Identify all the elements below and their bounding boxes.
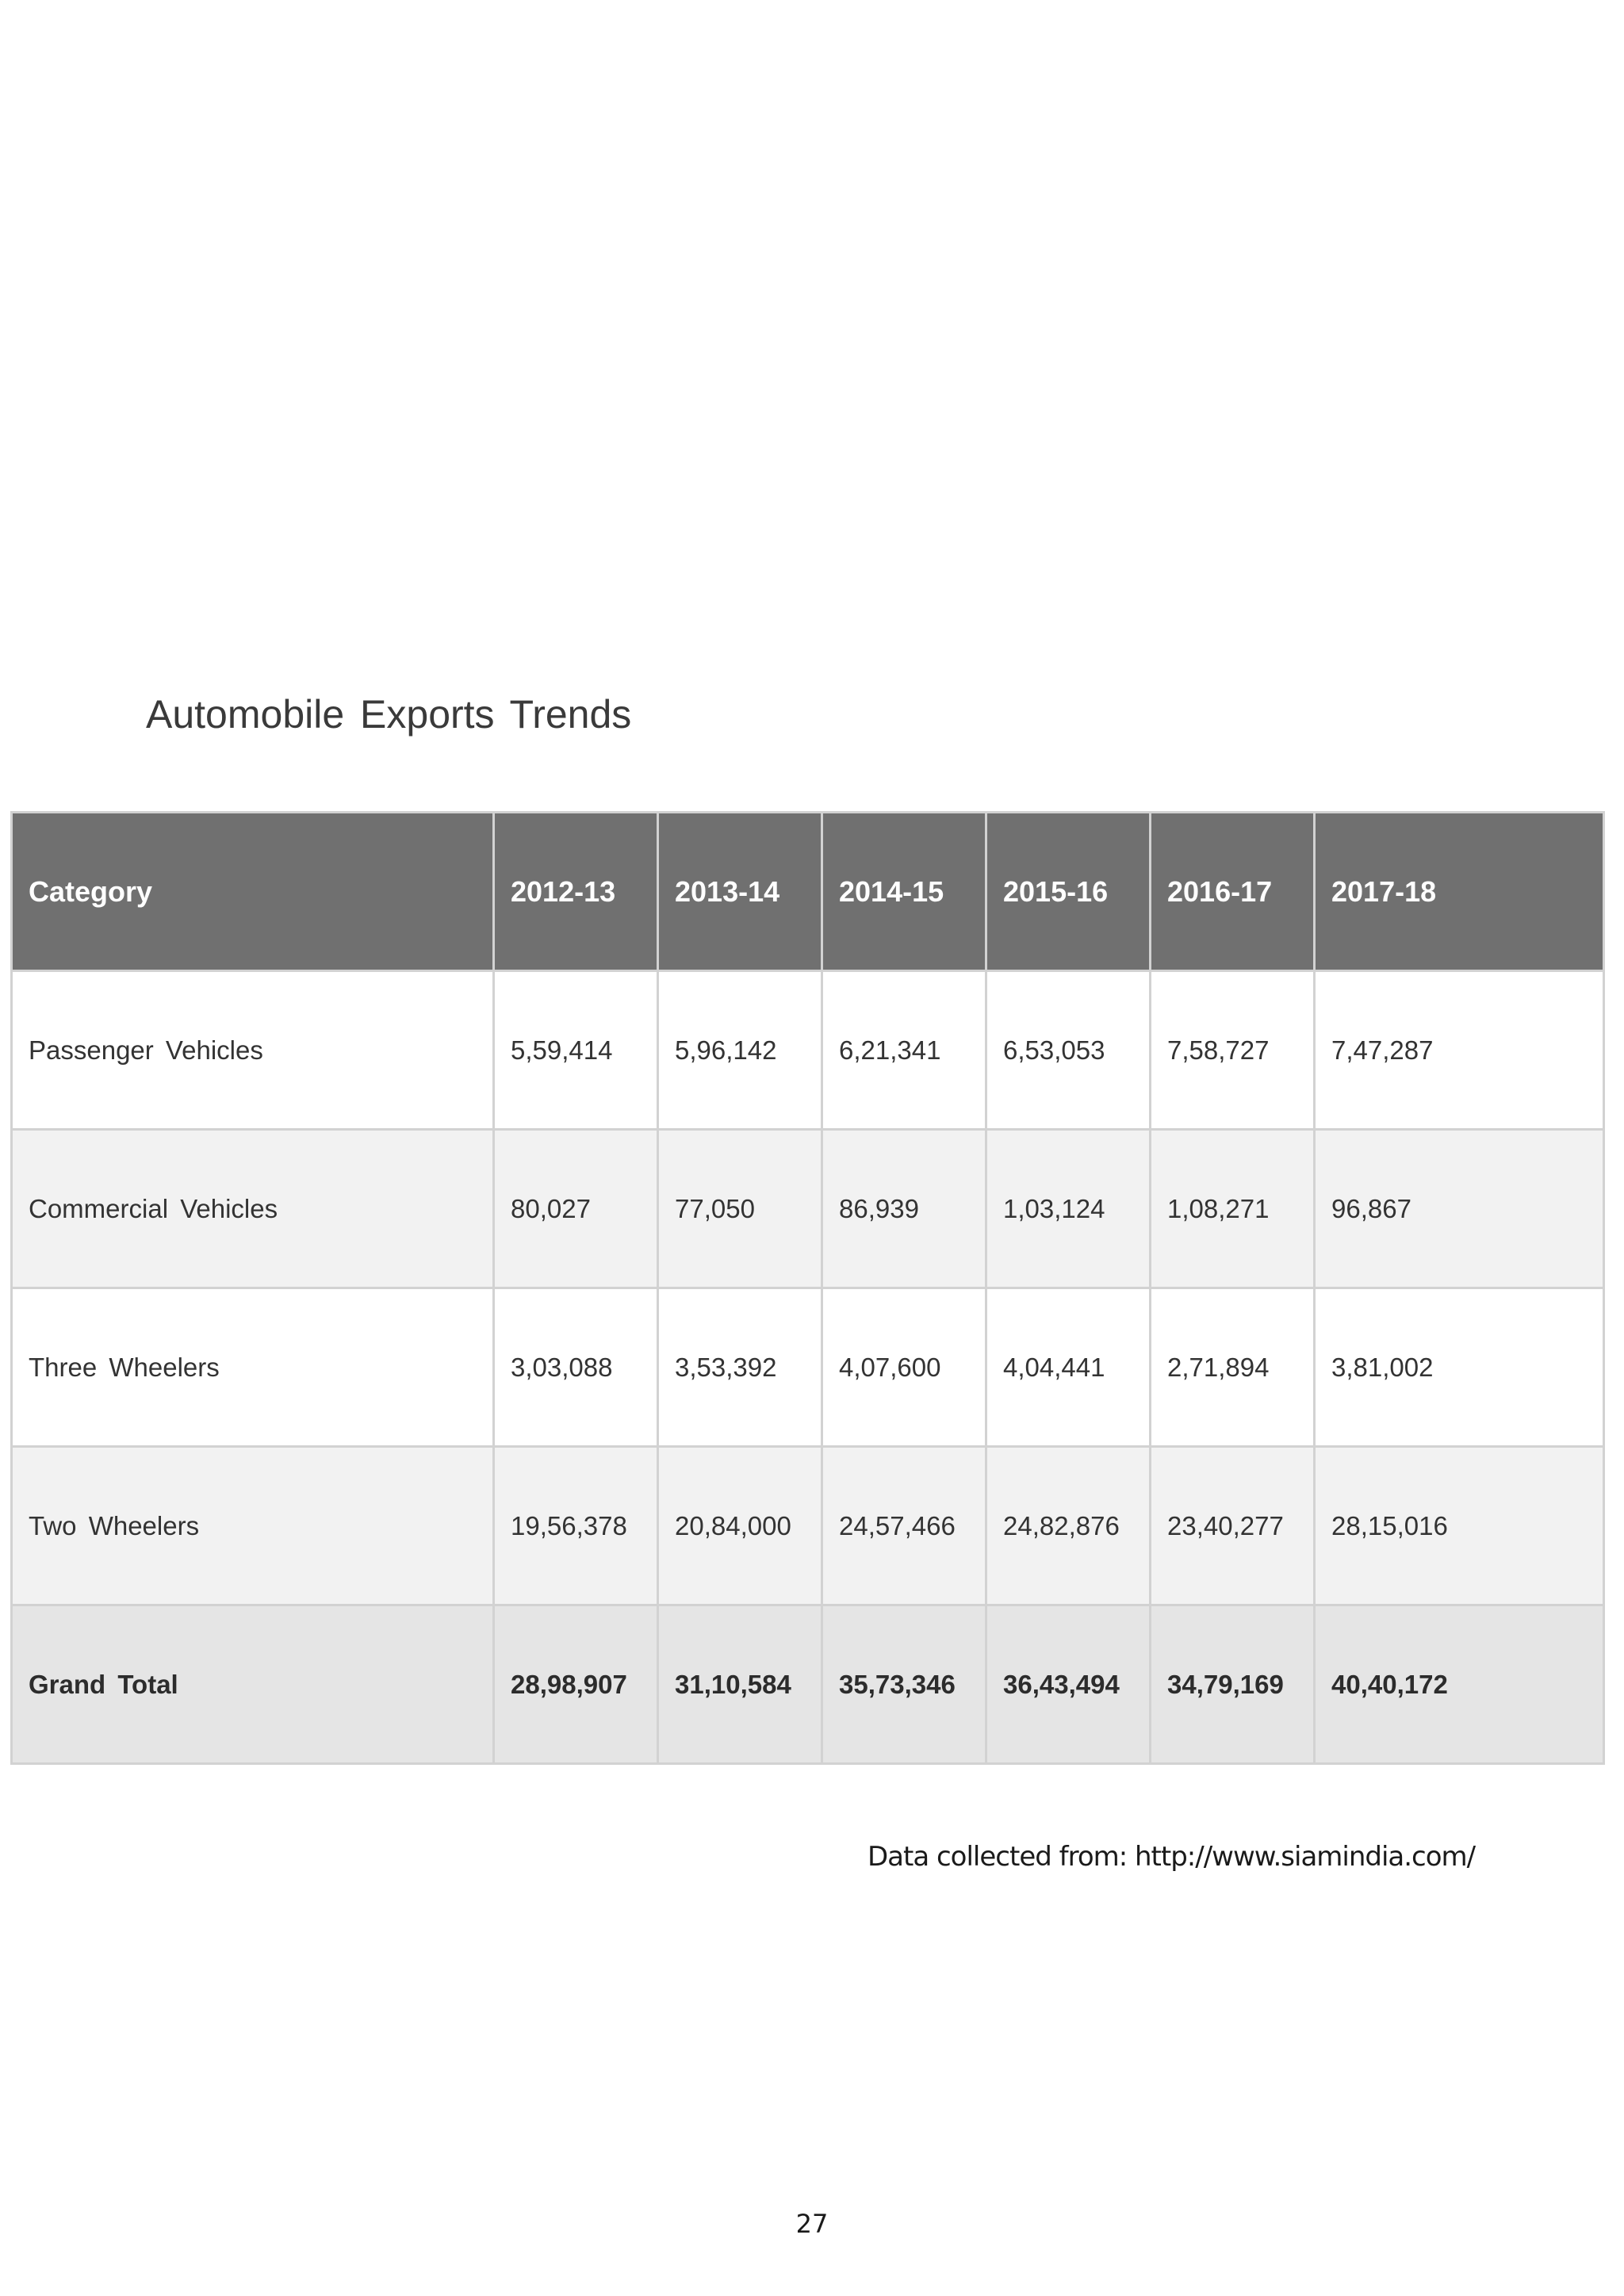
table-cell: 5,59,414 [494,971,658,1130]
table-cell: 96,867 [1315,1130,1604,1288]
column-header-2017-18: 2017-18 [1315,813,1604,971]
grand-total-cell: 35,73,346 [822,1605,986,1764]
table-cell: 4,07,600 [822,1288,986,1447]
table-row [12,1288,1604,1447]
row-category: Two Wheelers [12,1447,494,1605]
table-cell: 3,03,088 [494,1288,658,1447]
row-category: Three Wheelers [12,1288,494,1447]
column-header-2014-15: 2014-15 [822,813,986,971]
grand-total-row [12,1605,1604,1764]
exports-table [10,811,1605,1765]
column-header-2012-13: 2012-13 [494,813,658,971]
page-number: 27 [795,2209,829,2239]
table-cell: 6,21,341 [822,971,986,1130]
grand-total-cell: 34,79,169 [1151,1605,1315,1764]
table-row [12,1447,1604,1605]
grand-total-cell: 40,40,172 [1315,1605,1604,1764]
table-row [12,1130,1604,1288]
table-cell: 28,15,016 [1315,1447,1604,1605]
column-header-2013-14: 2013-14 [658,813,822,971]
grand-total-cell: 28,98,907 [494,1605,658,1764]
table-cell: 1,03,124 [986,1130,1151,1288]
grand-total-cell: 36,43,494 [986,1605,1151,1764]
column-header-category: Category [12,813,494,971]
source-note: Data collected from: http://www.siamindia.com/ [868,1841,1476,1873]
table-cell: 2,71,894 [1151,1288,1315,1447]
row-category: Passenger Vehicles [12,971,494,1130]
table-cell: 7,47,287 [1315,971,1604,1130]
table-cell: 1,08,271 [1151,1130,1315,1288]
column-header-2016-17: 2016-17 [1151,813,1315,971]
table-row [12,971,1604,1130]
table-cell: 19,56,378 [494,1447,658,1605]
table-cell: 3,81,002 [1315,1288,1604,1447]
page-title: Automobile Exports Trends [146,692,632,737]
table-cell: 4,04,441 [986,1288,1151,1447]
table-cell: 86,939 [822,1130,986,1288]
column-header-2015-16: 2015-16 [986,813,1151,971]
table-cell: 6,53,053 [986,971,1151,1130]
table-cell: 3,53,392 [658,1288,822,1447]
row-category: Commercial Vehicles [12,1130,494,1288]
table-cell: 20,84,000 [658,1447,822,1605]
table-cell: 77,050 [658,1130,822,1288]
table-header-row [12,813,1604,971]
grand-total-label: Grand Total [12,1605,494,1764]
table-cell: 80,027 [494,1130,658,1288]
grand-total-cell: 31,10,584 [658,1605,822,1764]
table-cell: 7,58,727 [1151,971,1315,1130]
table-cell: 24,57,466 [822,1447,986,1605]
table-cell: 23,40,277 [1151,1447,1315,1605]
table-cell: 24,82,876 [986,1447,1151,1605]
table-cell: 5,96,142 [658,971,822,1130]
